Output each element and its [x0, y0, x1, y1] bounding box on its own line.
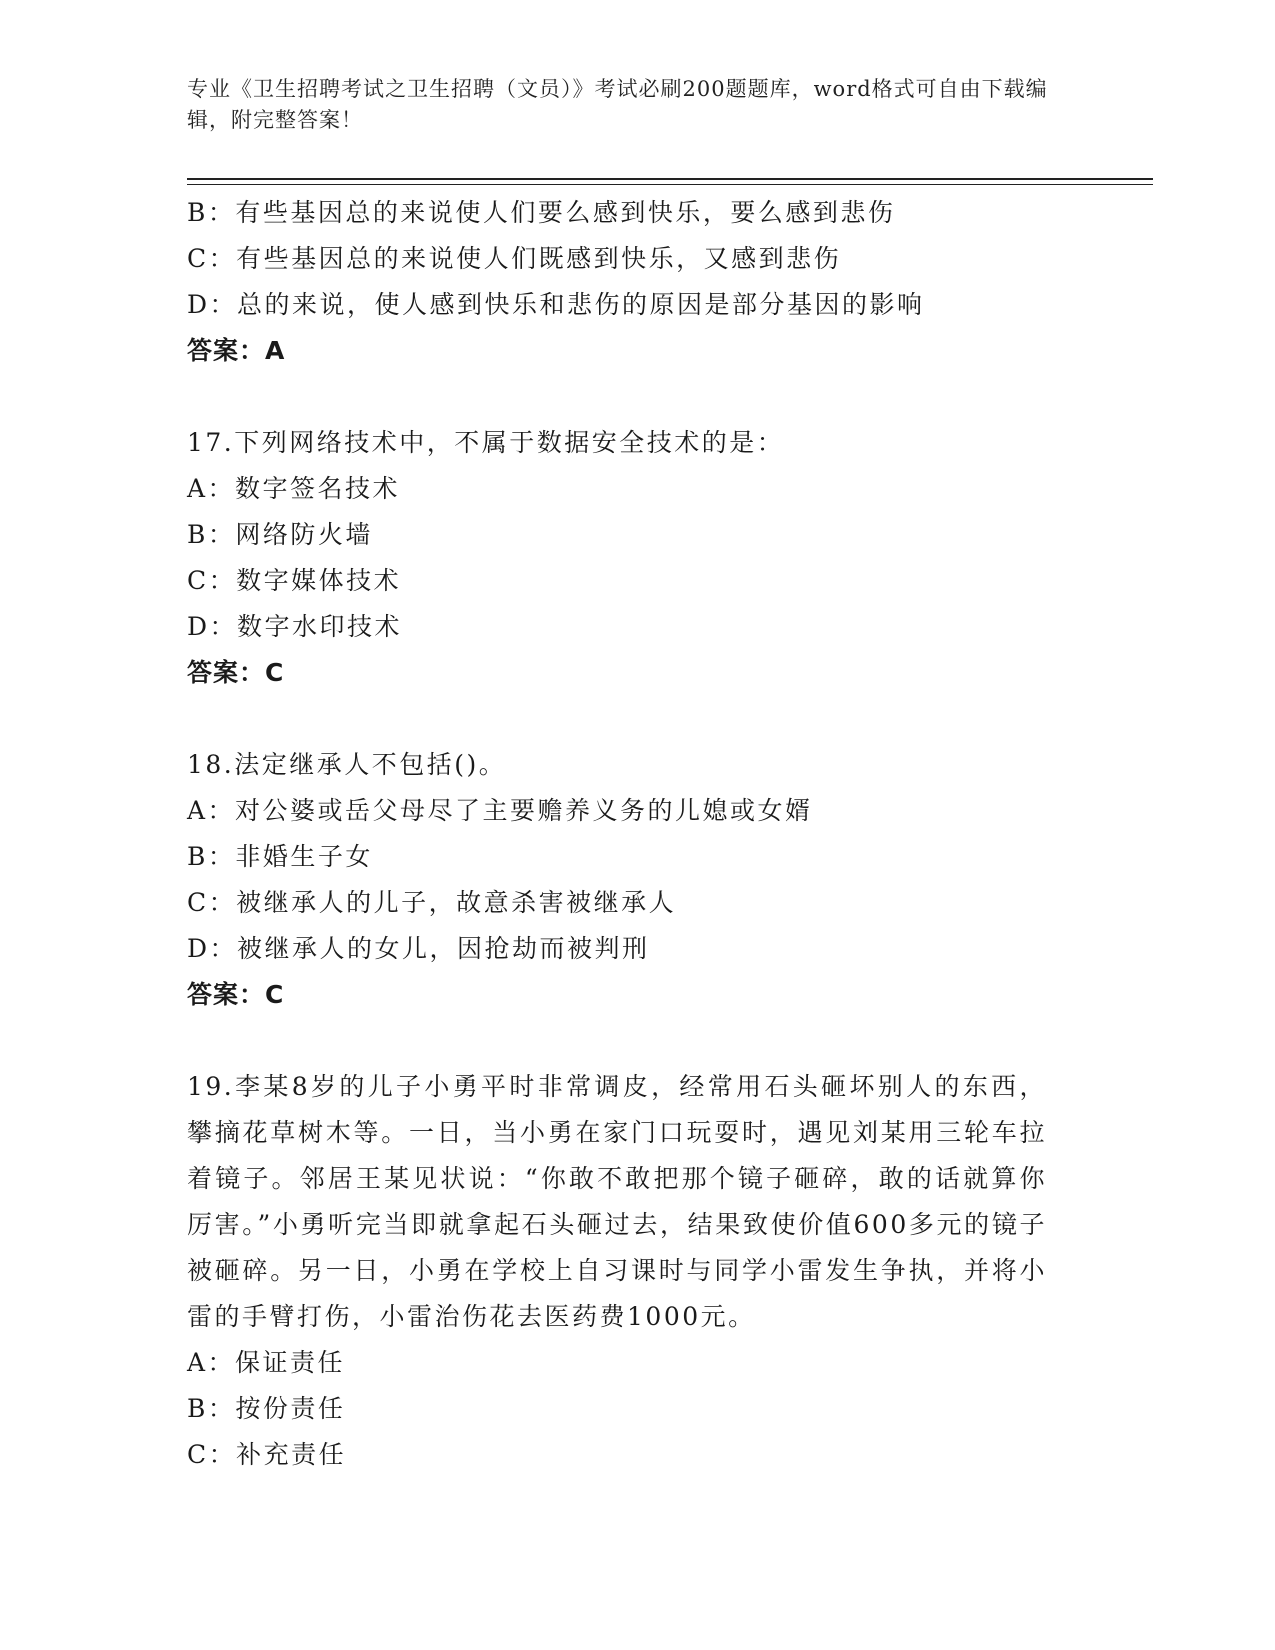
q19-question: 19.李某8岁的儿子小勇平时非常调皮，经常用石头砸坏别人的东西，攀摘花草树木等。一日，当小勇在家门口玩耍时，遇见刘某用三轮车拉着镜子。邻居王某见状说：“你敢不敢把那个镜子砸碎，敢的话就算你厉害。”小勇听完当即就拿起石头砸过去，结果致使价值600多元的镜子被砸碎。另一日，小勇在学校上自习课时与同学小雷发生争执，并将小雷的手臂打伤，小雷治伤花去医药费1000元。 [187, 1072, 1047, 1331]
q18-option-a: A：对公婆或岳父母尽了主要赡养义务的儿媳或女婿 [187, 796, 813, 825]
question-17 [187, 420, 1067, 696]
question-content [187, 190, 1067, 1478]
spacer [187, 696, 1067, 742]
q17-answer: 答案：C [187, 658, 285, 687]
header-divider-thick [187, 178, 1153, 180]
q18-option-c: C：被继承人的儿子，故意杀害被继承人 [187, 888, 677, 917]
q17-question: 17.下列网络技术中，不属于数据安全技术的是： [187, 428, 785, 457]
q19-option-c: C：补充责任 [187, 1440, 347, 1469]
q17-option-b: B：网络防火墙 [187, 520, 373, 549]
q17-option-a: A：数字签名技术 [187, 474, 401, 503]
document-header: 专业《卫生招聘考试之卫生招聘（文员）》考试必刷200题题库，word格式可自由下载编辑，附完整答案！ [187, 77, 1048, 132]
q18-answer: 答案：C [187, 980, 285, 1009]
q17-option-c: C：数字媒体技术 [187, 566, 402, 595]
question-16-tail [187, 190, 1067, 374]
spacer [187, 1018, 1067, 1064]
q18-question: 18.法定继承人不包括()。 [187, 750, 507, 779]
q17-option-d: D：数字水印技术 [187, 612, 403, 641]
q18-option-d: D：被继承人的女儿，因抢劫而被判刑 [187, 934, 650, 963]
question-18 [187, 742, 1067, 1018]
q19-option-b: B：按份责任 [187, 1394, 346, 1423]
q16-answer: 答案：A [187, 336, 286, 365]
q16-option-d: D：总的来说，使人感到快乐和悲伤的原因是部分基因的影响 [187, 290, 925, 319]
q16-option-c: C：有些基因总的来说使人们既感到快乐，又感到悲伤 [187, 244, 842, 273]
q16-option-b: B：有些基因总的来说使人们要么感到快乐，要么感到悲伤 [187, 198, 896, 227]
q19-option-a: A：保证责任 [187, 1348, 346, 1377]
question-19 [187, 1064, 1067, 1478]
header-divider-thin [187, 184, 1153, 185]
q18-option-b: B：非婚生子女 [187, 842, 373, 871]
spacer [187, 374, 1067, 420]
